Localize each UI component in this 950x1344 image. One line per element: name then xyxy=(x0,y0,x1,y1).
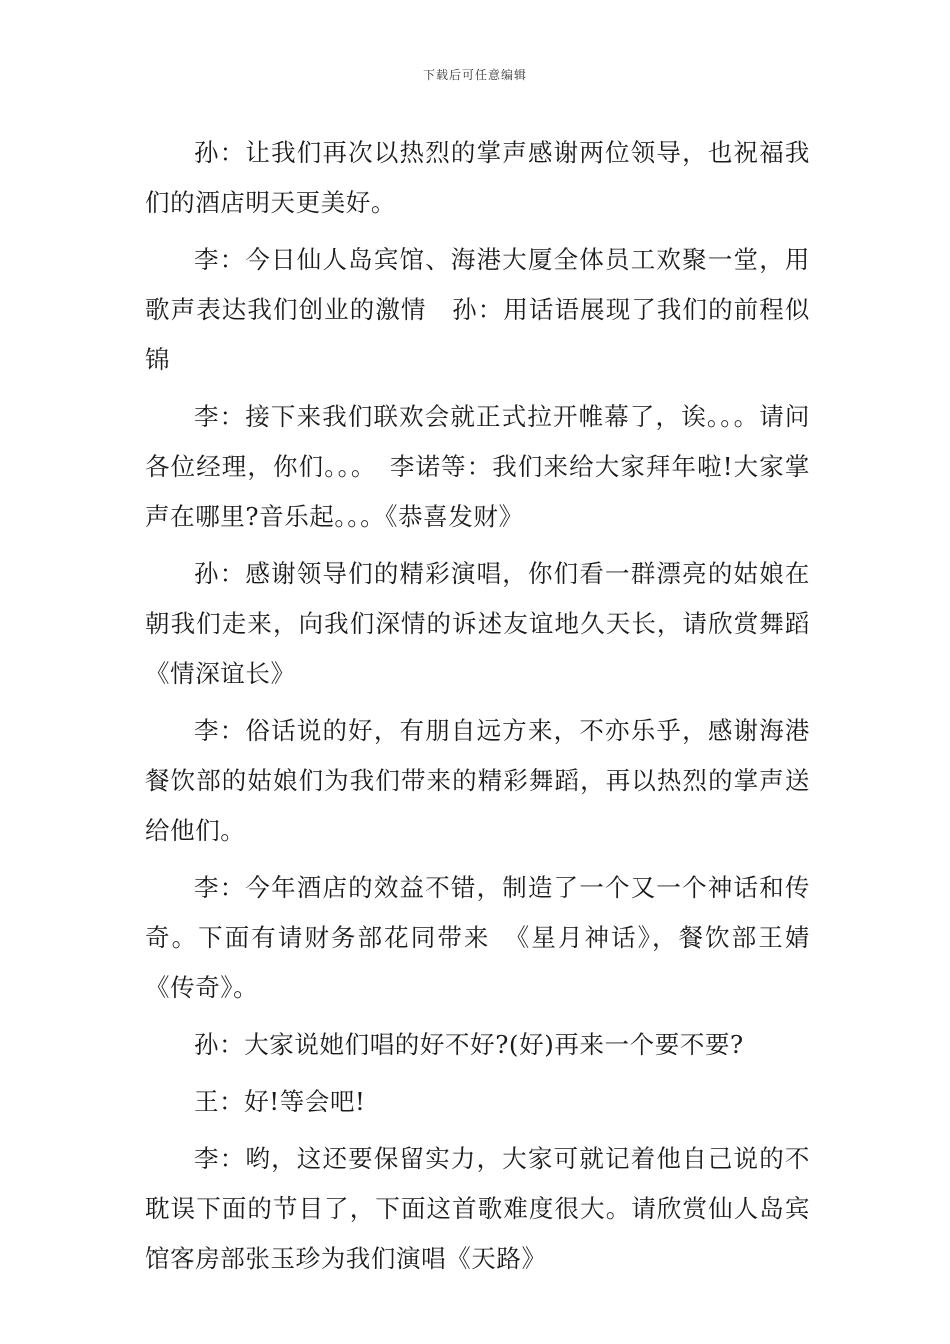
paragraph: 孙：感谢领导们的精彩演唱，你们看一群漂亮的姑娘在朝我们走来，向我们深情的诉述友谊地久天长，请欣赏舞蹈《情深谊长》 xyxy=(145,559,810,688)
paragraph: 李：今年酒店的效益不错，制造了一个又一个神话和传奇。下面有请财务部花同带来 《星月神话》，餐饮部王婧《传奇》。 xyxy=(145,873,810,1002)
paragraph: 王：好!等会吧! xyxy=(194,1087,366,1116)
paragraph: 李：接下来我们联欢会就正式拉开帷幕了，诶。。。请问各位经理，你们。。。 李诺等：我们来给大家拜年啦!大家掌声在哪里?音乐起。。。《恭喜发财》 xyxy=(145,402,810,531)
page-header: 下载后可任意编辑 xyxy=(422,68,527,82)
paragraph: 李：俗话说的好，有朋自远方来，不亦乐乎，感谢海港餐饮部的姑娘们为我们带来的精彩舞蹈，再以热烈的掌声送给他们。 xyxy=(145,716,810,845)
paragraph: 孙：大家说她们唱的好不好?(好)再来一个要不要? xyxy=(194,1030,744,1059)
document-body xyxy=(145,128,810,1291)
paragraph: 李：今日仙人岛宾馆、海港大厦全体员工欢聚一堂，用歌声表达我们创业的激情 孙：用话语展现了我们的前程似锦 xyxy=(145,245,810,374)
paragraph: 李：哟，这还要保留实力，大家可就记着他自己说的不耽误下面的节目了，下面这首歌难度很大。请欣赏仙人岛宾馆客房部张玉珍为我们演唱《天路》 xyxy=(145,1144,810,1273)
paragraph: 孙：让我们再次以热烈的掌声感谢两位领导，也祝福我们的酒店明天更美好。 xyxy=(145,138,810,217)
